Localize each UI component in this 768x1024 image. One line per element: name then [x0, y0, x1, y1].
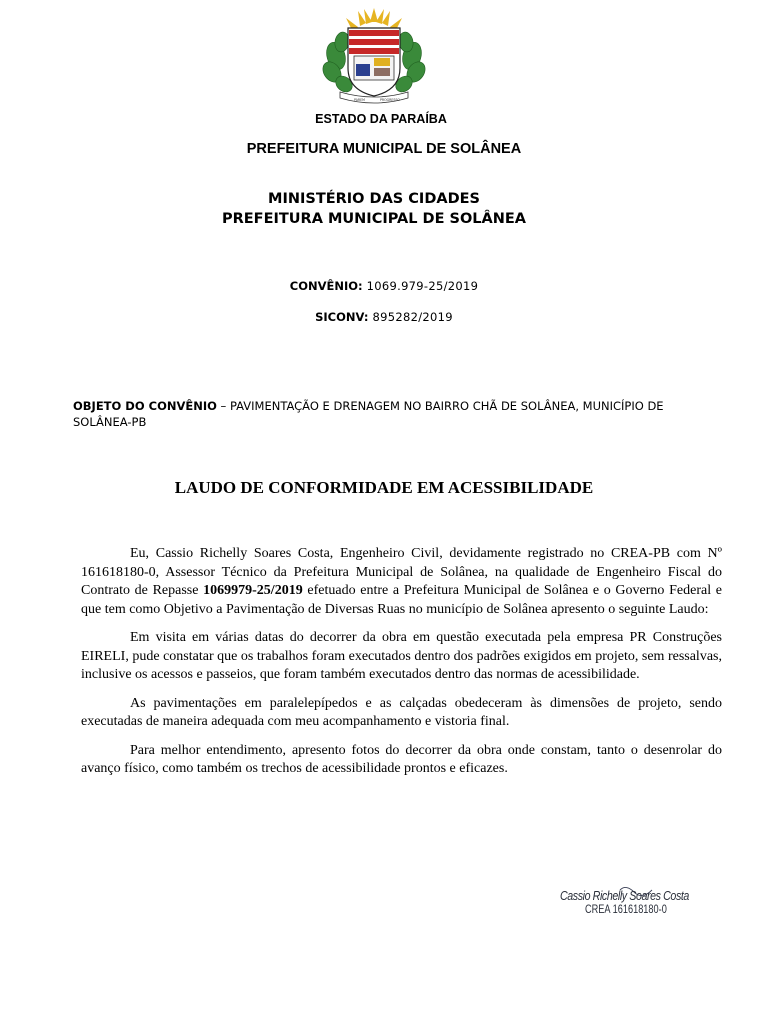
contract-number: 1069979-25/2019 — [203, 583, 303, 598]
signature-block — [560, 886, 710, 926]
convenio-line — [0, 279, 768, 293]
crest-banner-right-text: PROGRESSO — [380, 98, 400, 102]
paragraph-4: Para melhor entendimento, apresento fotos do decorrer da obra onde constam, tanto o desenrolar do avanço físico, como também os trechos de acessibilidade prontos e eficazes. — [81, 742, 722, 776]
siconv-label: SICONV: — [315, 310, 369, 324]
state-heading: ESTADO DA PARAÍBA — [315, 112, 447, 126]
ministry-heading: MINISTÉRIO DAS CIDADES — [268, 191, 480, 207]
crest-banner-left-text: PAREM — [354, 98, 365, 102]
object-label: OBJETO DO CONVÊNIO — [73, 399, 217, 413]
municipality-heading: PREFEITURA MUNICIPAL DE SOLÂNEA — [246, 141, 522, 157]
document-body — [81, 545, 722, 789]
document-title: LAUDO DE CONFORMIDADE EM ACESSIBILIDADE — [174, 478, 594, 497]
siconv-value: 895282/2019 — [372, 310, 453, 324]
convenio-value: 1069.979-25/2019 — [366, 279, 479, 293]
paragraph-1 — [81, 545, 722, 619]
convenio-object — [73, 398, 723, 430]
siconv-line — [0, 310, 768, 324]
signature-crea: CREA 161618180-0 — [585, 904, 667, 916]
municipality-subheading: PREFEITURA MUNICIPAL DE SOLÂNEA — [221, 211, 527, 227]
crest-stripes — [349, 30, 399, 54]
signature-name: Cassio Richelly Soares Costa — [560, 888, 689, 903]
paragraph-1-text-start: Eu, Cassio Richelly Soares Costa, Engenheiro Civil, devidamente registrado no CREA-PB com Nº 161618180-0, Assessor Técnico da Prefeitura Municipal de Solânea, na qualidade de Engenheiro Fiscal do Contrato de Repasse — [81, 546, 722, 598]
municipal-crest-icon — [318, 6, 430, 108]
paragraph-3: As pavimentações em paralelepípedos e as calçadas obedeceram às dimensões de projeto, sendo executadas de maneira adequada com meu acompanhamento e vistoria final. — [81, 695, 722, 729]
ministry-heading-block — [0, 189, 758, 229]
paragraph-1-text-end: efetuado entre a Prefeitura Municipal de Solânea e o Governo Federal e que tem como Objetivo a Pavimentação de Diversas Ruas no município de Solânea apresento o seguinte Laudo: — [81, 583, 722, 617]
paragraph-2: Em visita em várias datas do decorrer da obra em questão executada pela empresa PR Construções EIRELI, pude constatar que os trabalhos foram executados dentro dos padrões exigidos em projeto, sem ressalvas, inclusive os acessos e passeios, que foram também executados dentro das normas de acessibilidade. — [81, 630, 722, 682]
object-text: – PAVIMENTAÇÃO E DRENAGEM NO BAIRRO CHÃ DE SOLÂNEA, MUNICÍPIO DE SOLÂNEA-PB — [73, 399, 664, 429]
convenio-label: CONVÊNIO: — [289, 279, 363, 293]
